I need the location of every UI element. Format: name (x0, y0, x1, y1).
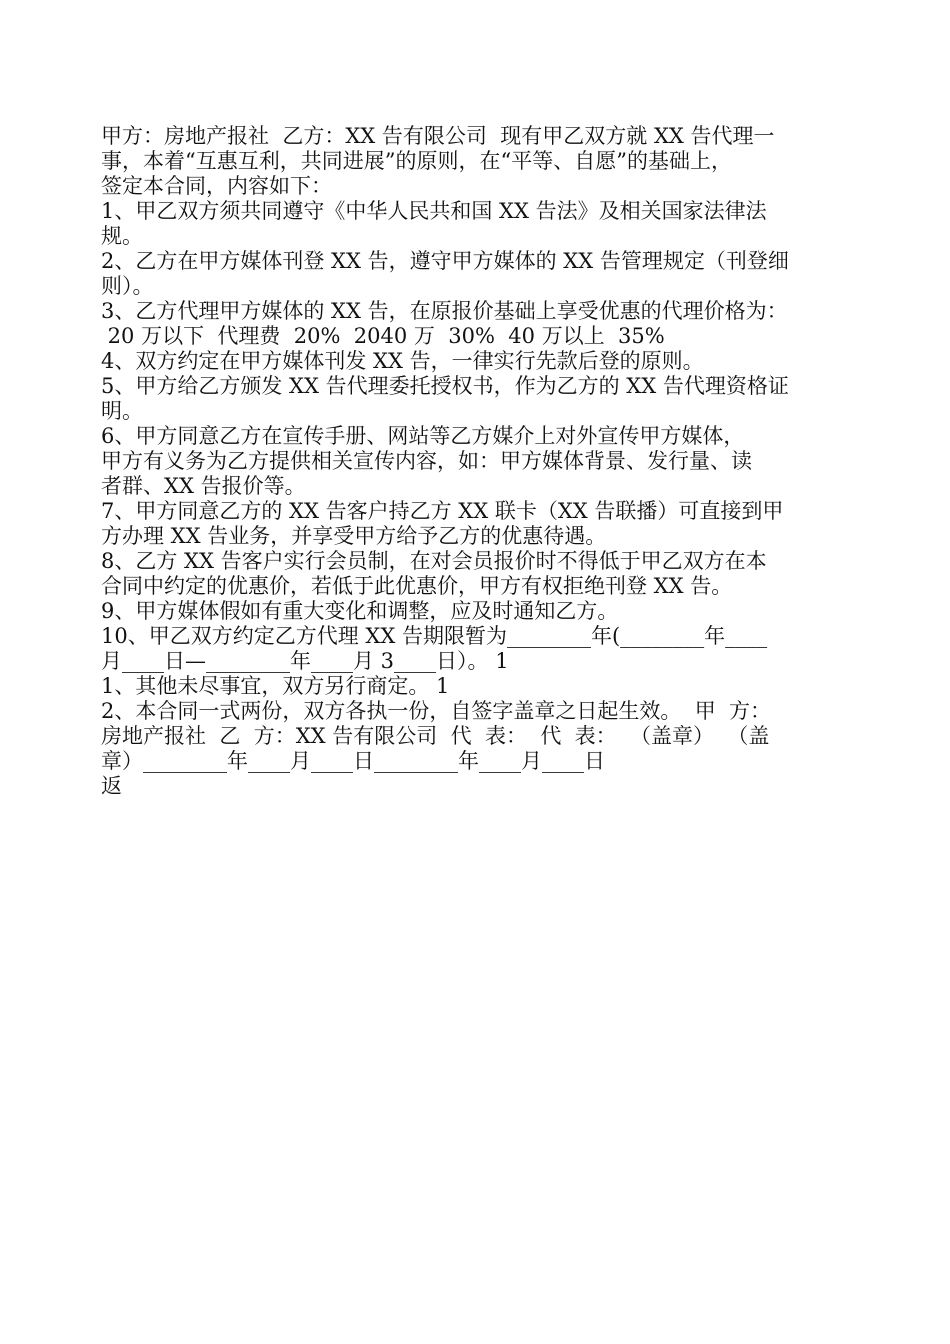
text-line: 2、乙方在甲方媒体刊登 XX 告，遵守甲方媒体的 XX 告管理规定（刊登细 (101, 249, 789, 273)
text-line: 则）。 (101, 274, 154, 298)
text-line: 事，本着“互惠互利，共同进展”的原则，在“平等、自愿”的基础上， (101, 149, 732, 173)
text-line: 9、甲方媒体假如有重大变化和调整，应及时通知乙方。 (101, 599, 619, 623)
text-line: 合同中约定的优惠价，若低于此优惠价，甲方有权拒绝刊登 XX 告。 (101, 574, 733, 598)
text-line: 甲方有义务为乙方提供相关宣传内容，如：甲方媒体背景、发行量、读 (101, 449, 752, 473)
text-line: 明。 (101, 399, 143, 423)
contract-text (101, 124, 861, 799)
text-line: 月____日—________年____月 3____日）。 1 (101, 649, 509, 673)
text-line: 1、其他未尽事宜，双方另行商定。 1 (101, 674, 450, 698)
text-line: 2、本合同一式两份，双方各执一份，自签字盖章之日起生效。 甲 方： (101, 699, 772, 723)
text-line: 6、甲方同意乙方在宣传手册、网站等乙方媒介上对外宣传甲方媒体， (101, 424, 745, 448)
text-line: 7、甲方同意乙方的 XX 告客户持乙方 XX 联卡（XX 告联播）可直接到甲 (101, 499, 784, 523)
text-line: 1、甲乙双方须共同遵守《中华人民共和国 XX 告法》及相关国家法律法 (101, 199, 767, 223)
text-line: 5、甲方给乙方颁发 XX 告代理委托授权书，作为乙方的 XX 告代理资格证 (101, 374, 789, 398)
text-line: 房地产报社 乙 方：XX 告有限公司 代 表： 代 表： （盖章） （盖 (101, 724, 770, 748)
text-line[interactable]: 返 (101, 774, 122, 798)
text-line: 章）________年____月____日________年____月____日 (101, 749, 605, 773)
text-line: 甲方：房地产报社 乙方：XX 告有限公司 现有甲乙双方就 XX 告代理一 (101, 124, 775, 148)
text-line: 8、乙方 XX 告客户实行会员制，在对会员报价时不得低于甲乙双方在本 (101, 549, 767, 573)
text-line: 10、甲乙双方约定乙方代理 XX 告期限暂为________年(________年____ (101, 624, 768, 648)
text-line: 20 万以下 代理费 20% 2040 万 30% 40 万以上 35% (101, 324, 665, 348)
text-line: 规。 (101, 224, 143, 248)
text-line: 方办理 XX 告业务，并享受甲方给予乙方的优惠待遇。 (101, 524, 607, 548)
text-line: 签定本合同，内容如下： (101, 174, 332, 198)
text-line: 者群、XX 告报价等。 (101, 474, 306, 498)
text-line: 3、乙方代理甲方媒体的 XX 告，在原报价基础上享受优惠的代理价格为： (101, 299, 788, 323)
text-line: 4、双方约定在甲方媒体刊发 XX 告，一律实行先款后登的原则。 (101, 349, 704, 373)
